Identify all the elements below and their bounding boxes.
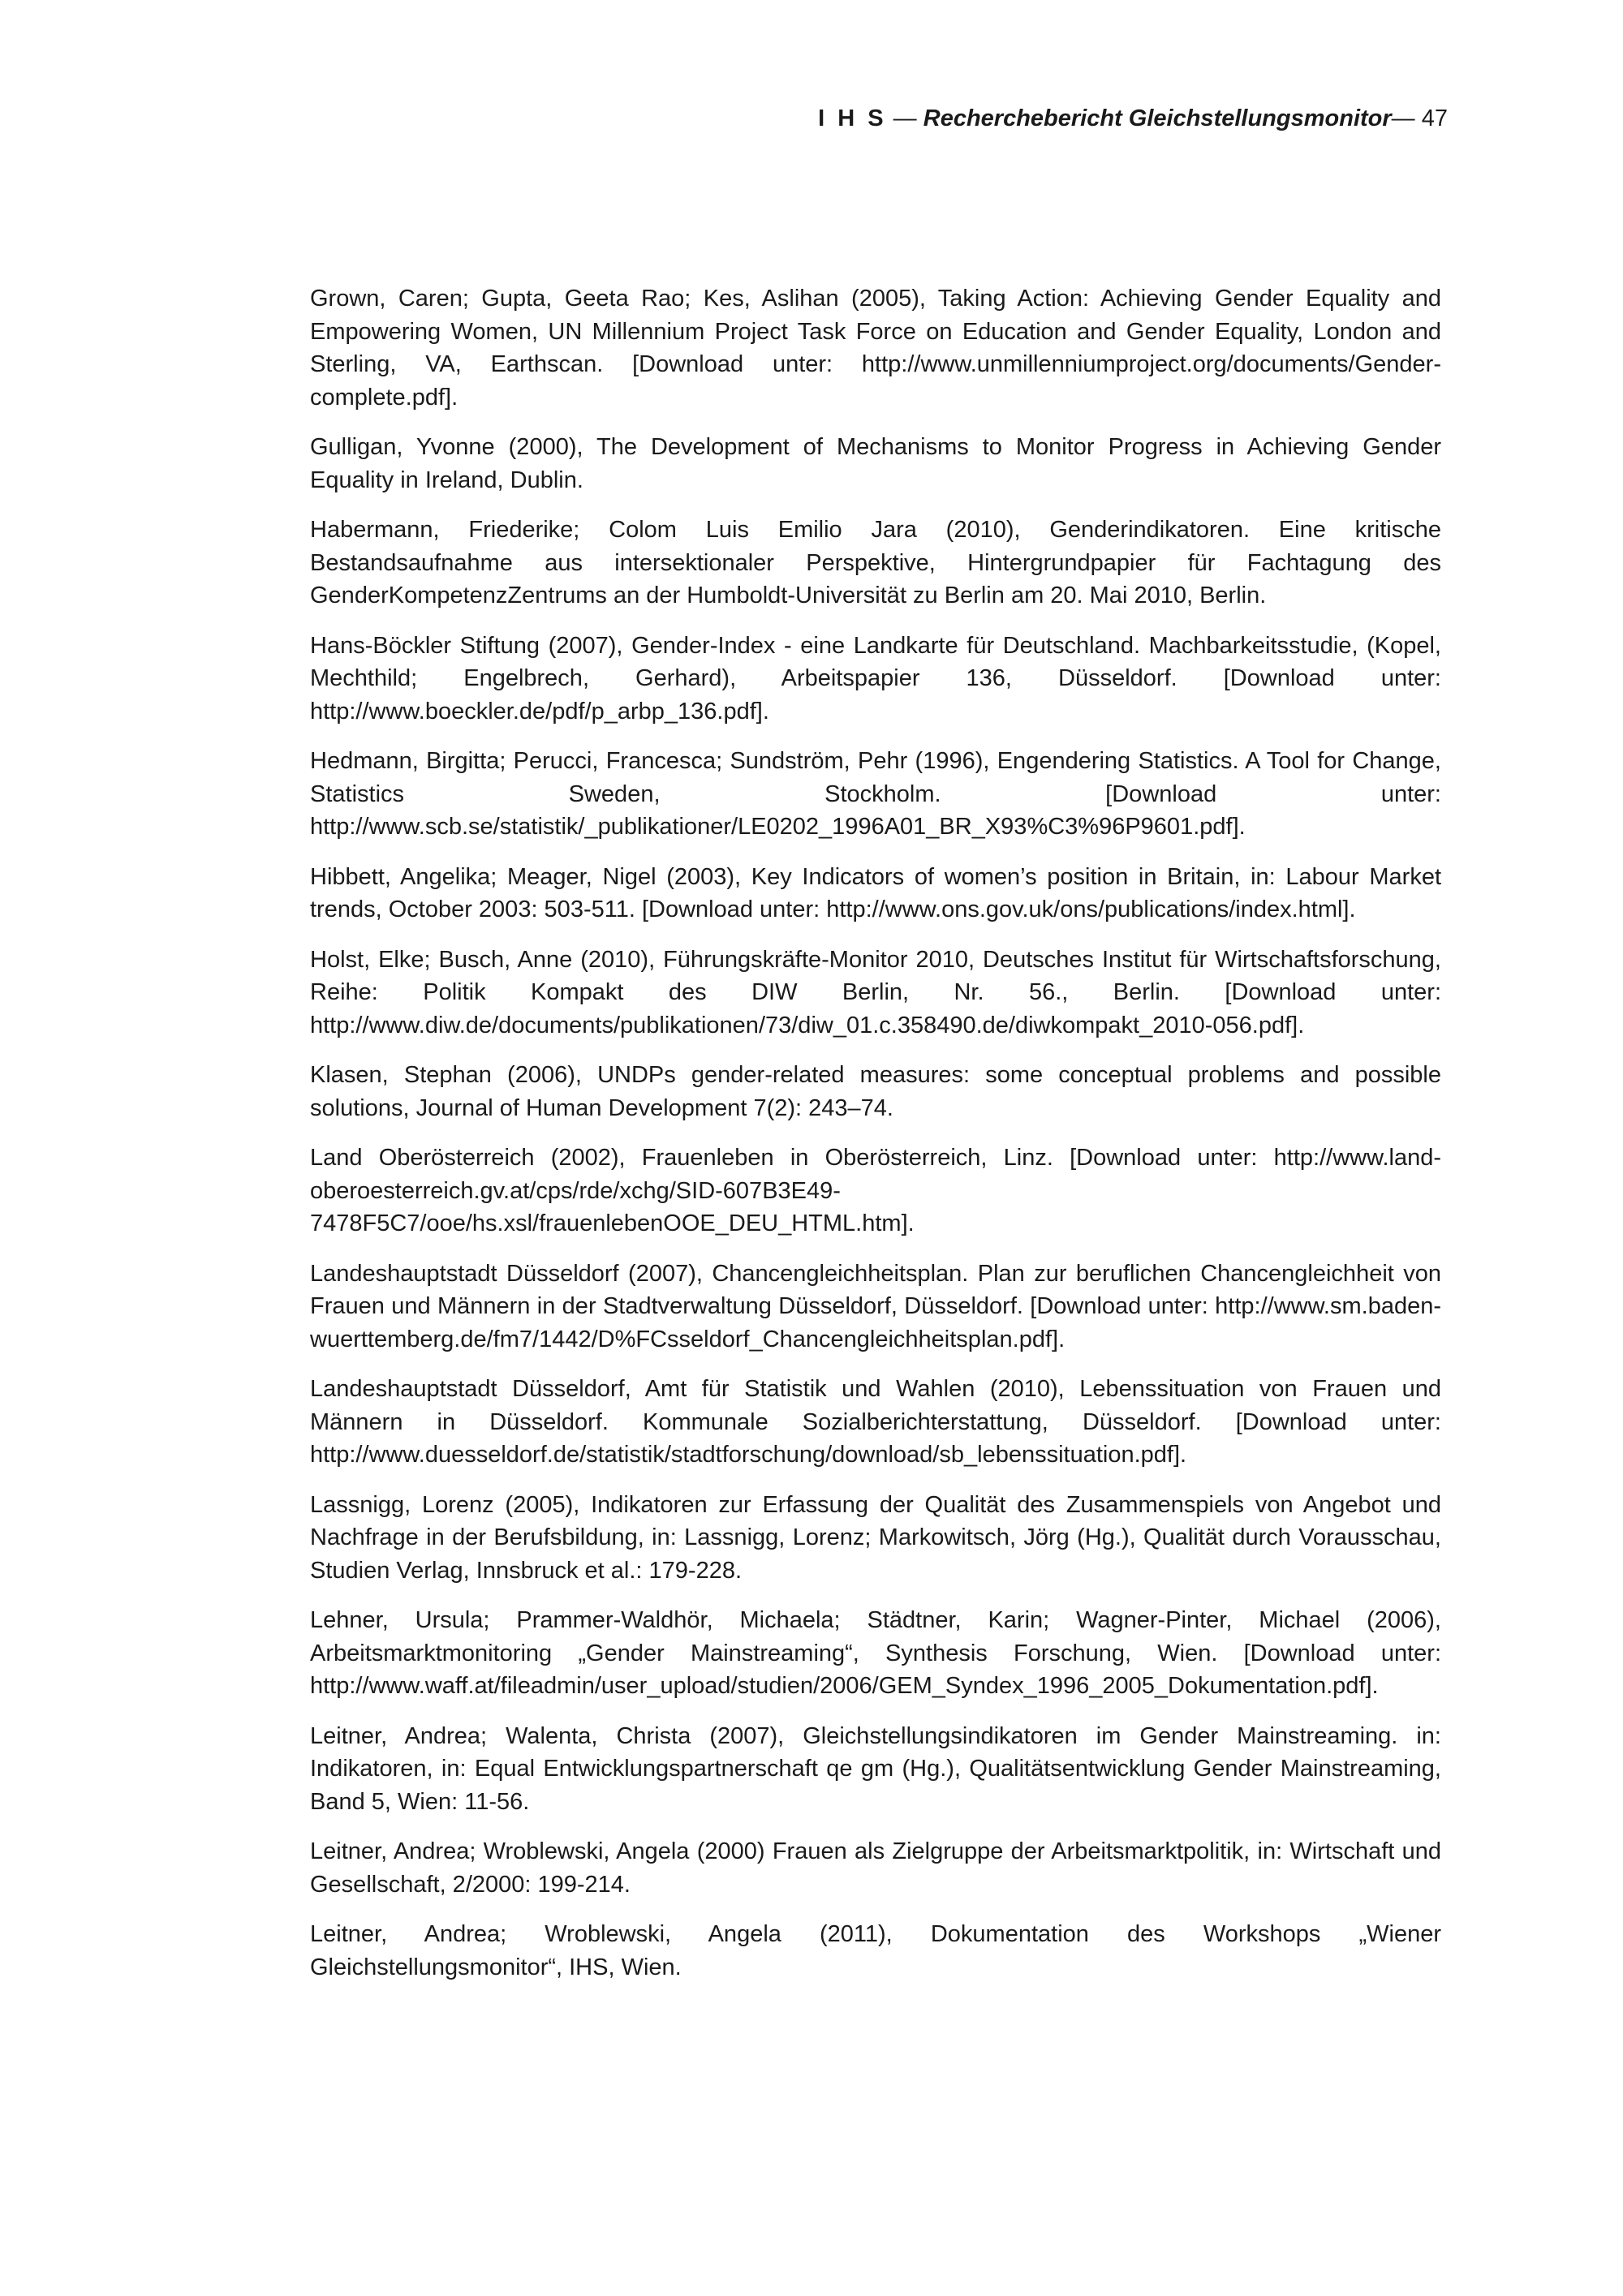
- header-org: I H S: [818, 105, 887, 131]
- header-title: Recherchebericht Gleichstellungsmonitor: [923, 105, 1392, 131]
- reference-entry: Leitner, Andrea; Walenta, Christa (2007), Gleichstellungsindikatoren im Gender Mainstreaming. in: Indikatoren, in: Equal Entwicklungspartnerschaft qe gm (Hg.), Qualitätsentwicklung Gender Mainstreaming, Band 5, Wien: 11-56.: [310, 1722, 1441, 1815]
- reference-entry: Grown, Caren; Gupta, Geeta Rao; Kes, Aslihan (2005), Taking Action: Achieving Gender Equality and Empowering Women, UN Millennium Project Task Force on Education and Gender Equality, London and Sterling, VA, Earthscan. [Download unter: http://www.unmillenniumproject.org/documents/Gender-complete.pdf].: [310, 286, 1441, 411]
- reference-entry: Land Oberösterreich (2002), Frauenleben in Oberösterreich, Linz. [Download unter: http://www.land-oberoesterreich.gv.at/cps/rde/xchg/SID-607B3E49-7478F5C7/ooe/hs.xsl/frauenlebenOOE_DEU_HTML.htm].: [310, 1145, 1441, 1236]
- reference-entry: Gulligan, Yvonne (2000), The Development of Mechanisms to Monitor Progress in Achieving Gender Equality in Ireland, Dublin.: [310, 434, 1441, 493]
- reference-list: [310, 282, 1441, 2001]
- reference-entry: Leitner, Andrea; Wroblewski, Angela (2000) Frauen als Zielgruppe der Arbeitsmarktpolitik, in: Wirtschaft und Gesellschaft, 2/2000: 199-214.: [310, 1838, 1441, 1898]
- reference-entry: Leitner, Andrea; Wroblewski, Angela (2011), Dokumentation des Workshops „Wiener Gleichstellungsmonitor“, IHS, Wien.: [310, 1921, 1441, 1980]
- reference-entry: Landeshauptstadt Düsseldorf, Amt für Statistik und Wahlen (2010), Lebenssituation von Frauen und Männern in Düsseldorf. Kommunale Sozialberichterstattung, Düsseldorf. [Download unter: http://www.duesseldorf.de/statistik/stadtforschung/download/sb_lebenssituation.pdf].: [310, 1376, 1441, 1468]
- reference-entry: Hedmann, Birgitta; Perucci, Francesca; Sundström, Pehr (1996), Engendering Statistics. A Tool for Change, Statistics Sweden, Stockholm. [Download unter: http://www.scb.se/statistik/_publikationer/LE0202_1996A01_BR_X93%C3%96P9601.pdf].: [310, 748, 1441, 840]
- reference-entry: Habermann, Friederike; Colom Luis Emilio Jara (2010), Genderindikatoren. Eine kritische Bestandsaufnahme aus intersektionaler Perspektive, Hintergrundpapier für Fachtagung des GenderKompetenzZentrums an der Humboldt-Universität zu Berlin am 20. Mai 2010, Berlin.: [310, 517, 1441, 608]
- reference-entry: Hans-Böckler Stiftung (2007), Gender-Index - eine Landkarte für Deutschland. Machbarkeitsstudie, (Kopel, Mechthild; Engelbrech, Gerhard), Arbeitspapier 136, Düsseldorf. [Download unter: http://www.boeckler.de/pdf/p_arbp_136.pdf].: [310, 632, 1441, 724]
- reference-entry: Klasen, Stephan (2006), UNDPs gender-related measures: some conceptual problems and possible solutions, Journal of Human Development 7(2): 243–74.: [310, 1062, 1441, 1121]
- reference-entry: Lehner, Ursula; Prammer-Waldhör, Michaela; Städtner, Karin; Wagner-Pinter, Michael (2006), Arbeitsmarktmonitoring „Gender Mainstreaming“, Synthesis Forschung, Wien. [Download unter: http://www.waff.at/fileadmin/user_upload/studien/2006/GEM_Syndex_1996_2005_Dokumentation.pdf].: [310, 1607, 1441, 1699]
- reference-entry: Hibbett, Angelika; Meager, Nigel (2003), Key Indicators of women’s position in Britain, in: Labour Market trends, October 2003: 503-511. [Download unter: http://www.ons.gov.uk/ons/publications/index.html].: [310, 863, 1441, 922]
- reference-entry: Landeshauptstadt Düsseldorf (2007), Chancengleichheitsplan. Plan zur beruflichen Chancengleichheit von Frauen und Männern in der Stadtverwaltung Düsseldorf, Düsseldorf. [Download unter: http://www.sm.baden-wuerttemberg.de/fm7/1442/D%FCsseldorf_Chancengleichheitsplan.pdf].: [310, 1260, 1441, 1352]
- running-header: [818, 102, 1448, 135]
- page-number: 47: [1421, 105, 1448, 131]
- reference-entry: Lassnigg, Lorenz (2005), Indikatoren zur Erfassung der Qualität des Zusammenspiels von Angebot und Nachfrage in der Berufsbildung, in: Lassnigg, Lorenz; Markowitsch, Jörg (Hg.), Qualität durch Vorausschau, Studien Verlag, Innsbruck et al.: 179-228.: [310, 1491, 1441, 1584]
- reference-entry: Holst, Elke; Busch, Anne (2010), Führungskräfte-Monitor 2010, Deutsches Institut für Wirtschaftsforschung, Reihe: Politik Kompakt des DIW Berlin, Nr. 56., Berlin. [Download unter: http://www.diw.de/documents/publikationen/73/diw_01.c.358490.de/diwkompakt_2010-056.pdf].: [310, 946, 1441, 1038]
- header-page-separator: —: [1391, 105, 1422, 131]
- header-separator: —: [886, 105, 923, 131]
